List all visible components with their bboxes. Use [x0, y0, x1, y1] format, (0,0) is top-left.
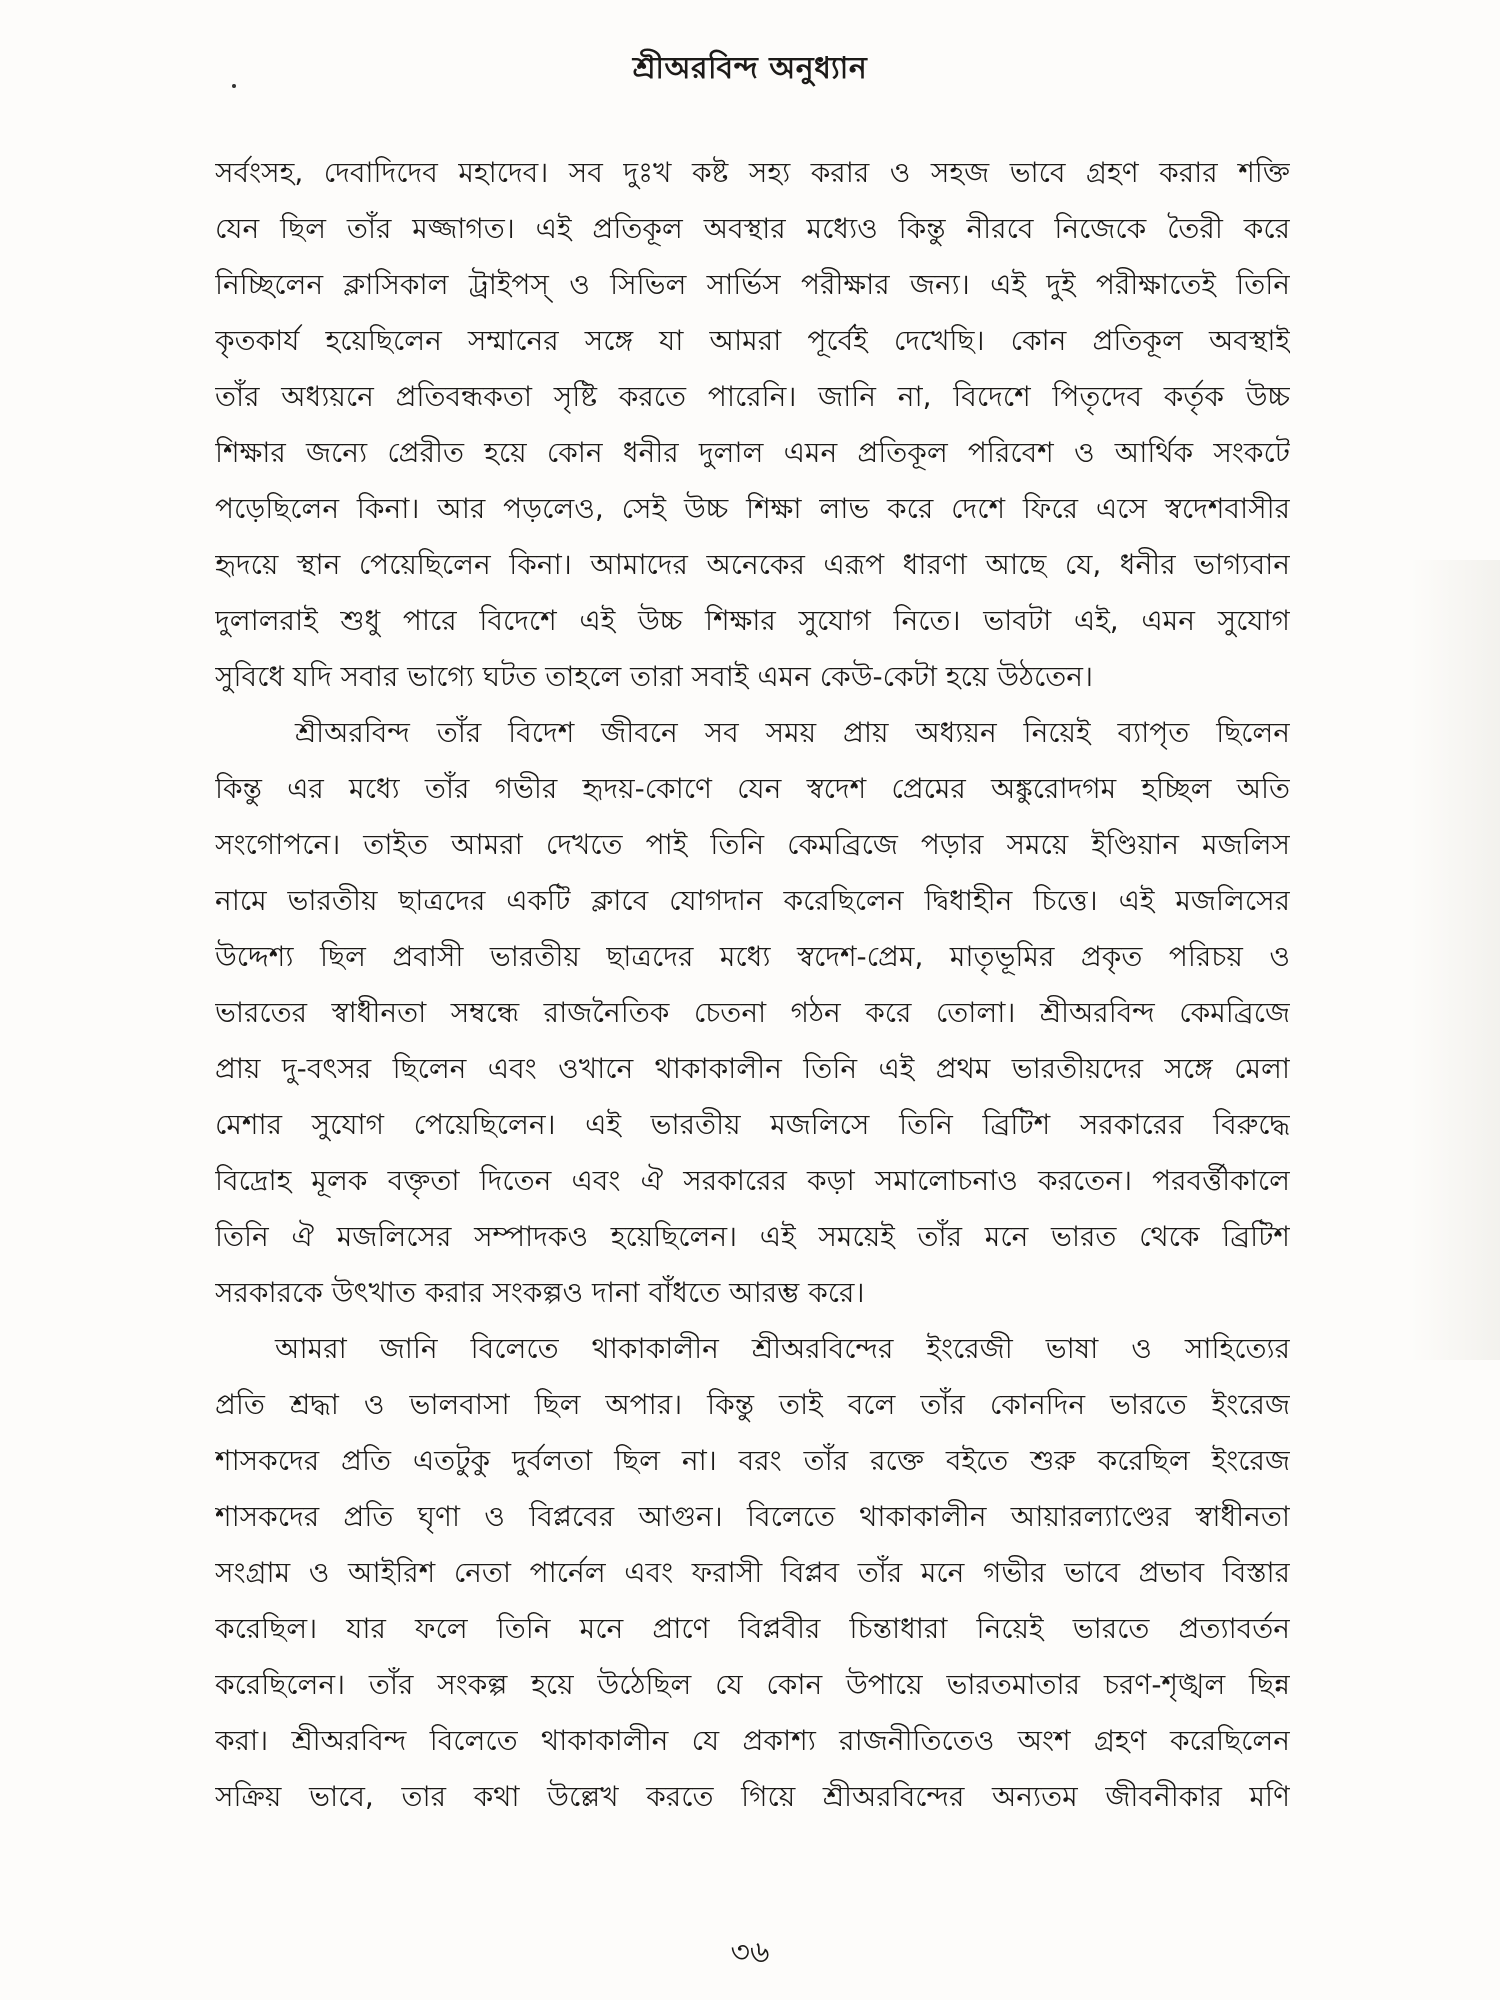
page-edge-shadow — [1410, 560, 1500, 1360]
text-line: সুবিধে যদি সবার ভাগ্যে ঘটত তাহলে তারা সবাই এমন কেউ-কেটা হয়ে উঠতেন। — [215, 660, 1093, 693]
text-line: সংগ্রাম ও আইরিশ নেতা পার্নেল এবং ফরাসী বিপ্লব তাঁর মনে গভীর ভাবে প্রভাব বিস্তার — [215, 1556, 1290, 1589]
text-line: সক্রিয় ভাবে, তার কথা উল্লেখ করতে গিয়ে শ্রীঅরবিন্দের অন্যতম জীবনীকার মণি — [215, 1780, 1290, 1813]
text-line: কিন্তু এর মধ্যে তাঁর গভীর হৃদয়-কোণে যেন স্বদেশ প্রেমের অঙ্কুরোদগম হচ্ছিল অতি — [215, 772, 1290, 805]
text-line: সংগোপনে। তাইত আমরা দেখতে পাই তিনি কেমব্রিজে পড়ার সময়ে ইণ্ডিয়ান মজলিস — [215, 828, 1290, 861]
text-line: সরকারকে উৎখাত করার সংকল্পও দানা বাঁধতে আরম্ভ করে। — [215, 1276, 865, 1309]
text-line: ভারতের স্বাধীনতা সম্বন্ধে রাজনৈতিক চেতনা গঠন করে তোলা। শ্রীঅরবিন্দ কেমব্রিজে — [215, 996, 1290, 1029]
text-line: প্রতি শ্রদ্ধা ও ভালবাসা ছিল অপার। কিন্তু তাই বলে তাঁর কোনদিন ভারতে ইংরেজ — [215, 1388, 1290, 1421]
text-line: পড়েছিলেন কিনা। আর পড়লেও, সেই উচ্চ শিক্ষা লাভ করে দেশে ফিরে এসে স্বদেশবাসীর — [215, 492, 1290, 525]
text-line: করা। শ্রীঅরবিন্দ বিলেতে থাকাকালীন যে প্রকাশ্য রাজনীতিতেও অংশ গ্রহণ করেছিলেন — [215, 1724, 1290, 1757]
text-line: যেন ছিল তাঁর মজ্জাগত। এই প্রতিকূল অবস্থার মধ্যেও কিন্তু নীরবে নিজেকে তৈরী করে — [215, 212, 1290, 245]
text-line: নামে ভারতীয় ছাত্রদের একটি ক্লাবে যোগদান করেছিলেন দ্বিধাহীন চিত্তে। এই মজলিসের — [215, 884, 1290, 917]
text-line: শিক্ষার জন্যে প্রেরীত হয়ে কোন ধনীর দুলাল এমন প্রতিকূল পরিবেশ ও আর্থিক সংকটে — [215, 436, 1290, 469]
text-line: তিনি ঐ মজলিসের সম্পাদকও হয়েছিলেন। এই সময়েই তাঁর মনে ভারত থেকে ব্রিটিশ — [215, 1220, 1290, 1253]
text-line: প্রায় দু-বৎসর ছিলেন এবং ওখানে থাকাকালীন তিনি এই প্রথম ভারতীয়দের সঙ্গে মেলা — [215, 1052, 1290, 1085]
text-line: শাসকদের প্রতি ঘৃণা ও বিপ্লবের আগুন। বিলেতে থাকাকালীন আয়ারল্যাণ্ডের স্বাধীনতা — [215, 1500, 1290, 1533]
text-line: উদ্দেশ্য ছিল প্রবাসী ভারতীয় ছাত্রদের মধ্যে স্বদেশ-প্রেম, মাতৃভূমির প্রকৃত পরিচয় ও — [215, 940, 1290, 973]
text-line: করেছিল। যার ফলে তিনি মনে প্রাণে বিপ্লবীর চিন্তাধারা নিয়েই ভারতে প্রত্যাবর্তন — [215, 1612, 1290, 1645]
text-line: বিদ্রোহ মূলক বক্তৃতা দিতেন এবং ঐ সরকারের কড়া সমালোচনাও করতেন। পরবর্ত্তীকালে — [215, 1164, 1290, 1197]
running-head-title: শ্রীঅরবিন্দ অনুধ্যান — [632, 51, 868, 86]
text-line: দুলালরাই শুধু পারে বিদেশে এই উচ্চ শিক্ষার সুযোগ নিতে। ভাবটা এই, এমন সুযোগ — [215, 604, 1290, 637]
text-line: কৃতকার্য হয়েছিলেন সম্মানের সঙ্গে যা আমরা পূর্বেই দেখেছি। কোন প্রতিকূল অবস্থাই — [215, 324, 1290, 357]
text-line: সর্বংসহ, দেবাদিদেব মহাদেব। সব দুঃখ কষ্ট সহ্য করার ও সহজ ভাবে গ্রহণ করার শক্তি — [215, 156, 1290, 189]
body-text — [215, 145, 1290, 1825]
text-line: মেশার সুযোগ পেয়েছিলেন। এই ভারতীয় মজলিসে তিনি ব্রিটিশ সরকারের বিরুদ্ধে — [215, 1108, 1290, 1141]
page-number: ৩৬ — [730, 1935, 770, 1970]
text-line: করেছিলেন। তাঁর সংকল্প হয়ে উঠেছিল যে কোন উপায়ে ভারতমাতার চরণ-শৃঙ্খল ছিন্ন — [215, 1668, 1290, 1701]
text-line: নিচ্ছিলেন ক্লাসিকাল ট্রাইপস্ ও সিভিল সার্ভিস পরীক্ষার জন্য। এই দুই পরীক্ষাতেই তিনি — [215, 268, 1290, 301]
text-line: আমরা জানি বিলেতে থাকাকালীন শ্রীঅরবিন্দের ইংরেজী ভাষা ও সাহিত্যের — [275, 1332, 1290, 1365]
text-line: তাঁর অধ্যয়নে প্রতিবন্ধকতা সৃষ্টি করতে পারেনি। জানি না, বিদেশে পিতৃদেব কর্তৃক উচ্চ — [215, 380, 1290, 413]
text-line: শ্রীঅরবিন্দ তাঁর বিদেশ জীবনে সব সময় প্রায় অধ্যয়ন নিয়েই ব্যাপৃত ছিলেন — [295, 716, 1290, 749]
text-line: হৃদয়ে স্থান পেয়েছিলেন কিনা। আমাদের অনেকের এরূপ ধারণা আছে যে, ধনীর ভাগ্যবান — [215, 548, 1290, 581]
text-line: শাসকদের প্রতি এতটুকু দুর্বলতা ছিল না। বরং তাঁর রক্তে বইতে শুরু করেছিল ইংরেজ — [215, 1444, 1290, 1477]
